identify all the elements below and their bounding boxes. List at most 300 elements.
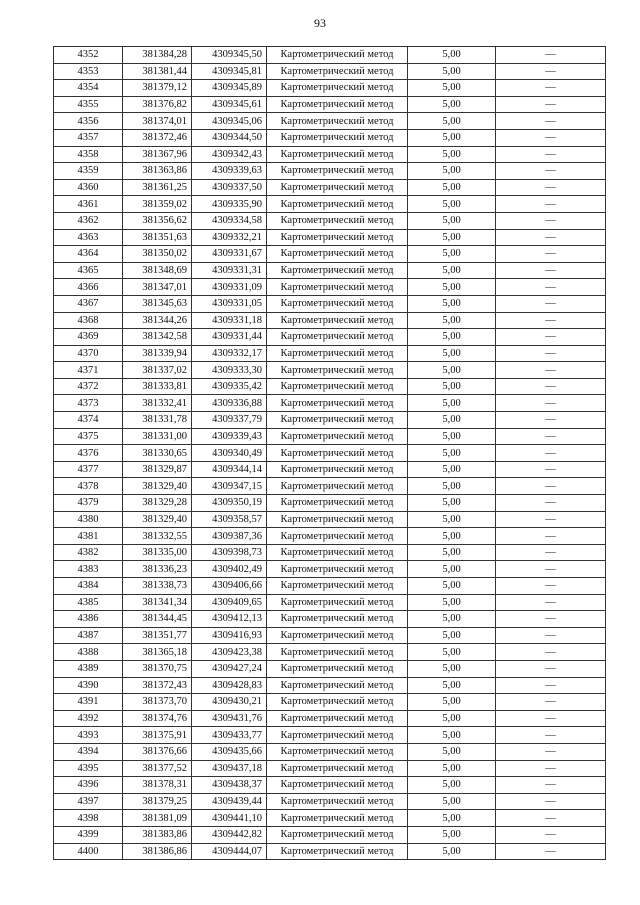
method-cell: Картометрический метод bbox=[267, 445, 408, 462]
x-coordinate-cell: 381344,45 bbox=[123, 611, 192, 628]
y-coordinate-cell: 4309332,21 bbox=[192, 229, 267, 246]
y-coordinate-cell: 4309423,38 bbox=[192, 644, 267, 661]
method-cell: Картометрический метод bbox=[267, 279, 408, 296]
description-cell: — bbox=[496, 312, 606, 329]
point-number-cell: 4386 bbox=[54, 611, 123, 628]
table-row bbox=[54, 710, 606, 727]
method-cell: Картометрический метод bbox=[267, 710, 408, 727]
point-number-cell: 4355 bbox=[54, 96, 123, 113]
y-coordinate-cell: 4309337,50 bbox=[192, 179, 267, 196]
description-cell: — bbox=[496, 47, 606, 64]
description-cell: — bbox=[496, 843, 606, 860]
x-coordinate-cell: 381344,26 bbox=[123, 312, 192, 329]
x-coordinate-cell: 381383,86 bbox=[123, 826, 192, 843]
y-coordinate-cell: 4309406,66 bbox=[192, 578, 267, 595]
accuracy-cell: 5,00 bbox=[408, 561, 496, 578]
y-coordinate-cell: 4309335,90 bbox=[192, 196, 267, 213]
method-cell: Картометрический метод bbox=[267, 694, 408, 711]
y-coordinate-cell: 4309331,31 bbox=[192, 262, 267, 279]
point-number-cell: 4363 bbox=[54, 229, 123, 246]
method-cell: Картометрический метод bbox=[267, 395, 408, 412]
table-row bbox=[54, 777, 606, 794]
accuracy-cell: 5,00 bbox=[408, 378, 496, 395]
y-coordinate-cell: 4309331,67 bbox=[192, 246, 267, 263]
y-coordinate-cell: 4309444,07 bbox=[192, 843, 267, 860]
point-number-cell: 4377 bbox=[54, 461, 123, 478]
description-cell: — bbox=[496, 345, 606, 362]
table-row bbox=[54, 113, 606, 130]
point-number-cell: 4380 bbox=[54, 511, 123, 528]
y-coordinate-cell: 4309441,10 bbox=[192, 810, 267, 827]
x-coordinate-cell: 381375,91 bbox=[123, 727, 192, 744]
point-number-cell: 4397 bbox=[54, 793, 123, 810]
point-number-cell: 4369 bbox=[54, 329, 123, 346]
point-number-cell: 4368 bbox=[54, 312, 123, 329]
description-cell: — bbox=[496, 262, 606, 279]
accuracy-cell: 5,00 bbox=[408, 743, 496, 760]
method-cell: Картометрический метод bbox=[267, 362, 408, 379]
point-number-cell: 4361 bbox=[54, 196, 123, 213]
table-row bbox=[54, 246, 606, 263]
y-coordinate-cell: 4309430,21 bbox=[192, 694, 267, 711]
method-cell: Картометрический метод bbox=[267, 777, 408, 794]
accuracy-cell: 5,00 bbox=[408, 777, 496, 794]
accuracy-cell: 5,00 bbox=[408, 295, 496, 312]
y-coordinate-cell: 4309402,49 bbox=[192, 561, 267, 578]
table-row bbox=[54, 511, 606, 528]
description-cell: — bbox=[496, 777, 606, 794]
x-coordinate-cell: 381336,23 bbox=[123, 561, 192, 578]
accuracy-cell: 5,00 bbox=[408, 246, 496, 263]
accuracy-cell: 5,00 bbox=[408, 544, 496, 561]
description-cell: — bbox=[496, 578, 606, 595]
accuracy-cell: 5,00 bbox=[408, 395, 496, 412]
y-coordinate-cell: 4309427,24 bbox=[192, 660, 267, 677]
description-cell: — bbox=[496, 80, 606, 97]
x-coordinate-cell: 381376,66 bbox=[123, 743, 192, 760]
x-coordinate-cell: 381330,65 bbox=[123, 445, 192, 462]
x-coordinate-cell: 381329,40 bbox=[123, 511, 192, 528]
x-coordinate-cell: 381379,25 bbox=[123, 793, 192, 810]
method-cell: Картометрический метод bbox=[267, 677, 408, 694]
point-number-cell: 4384 bbox=[54, 578, 123, 595]
description-cell: — bbox=[496, 677, 606, 694]
description-cell: — bbox=[496, 246, 606, 263]
table-row bbox=[54, 329, 606, 346]
description-cell: — bbox=[496, 378, 606, 395]
x-coordinate-cell: 381341,34 bbox=[123, 594, 192, 611]
x-coordinate-cell: 381331,00 bbox=[123, 428, 192, 445]
coordinates-table bbox=[53, 46, 606, 860]
description-cell: — bbox=[496, 395, 606, 412]
description-cell: — bbox=[496, 229, 606, 246]
description-cell: — bbox=[496, 163, 606, 180]
table-row bbox=[54, 478, 606, 495]
accuracy-cell: 5,00 bbox=[408, 760, 496, 777]
description-cell: — bbox=[496, 810, 606, 827]
table-row bbox=[54, 312, 606, 329]
y-coordinate-cell: 4309334,58 bbox=[192, 212, 267, 229]
point-number-cell: 4376 bbox=[54, 445, 123, 462]
description-cell: — bbox=[496, 660, 606, 677]
accuracy-cell: 5,00 bbox=[408, 627, 496, 644]
x-coordinate-cell: 381329,28 bbox=[123, 495, 192, 512]
point-number-cell: 4388 bbox=[54, 644, 123, 661]
y-coordinate-cell: 4309336,88 bbox=[192, 395, 267, 412]
method-cell: Картометрический метод bbox=[267, 96, 408, 113]
table-row bbox=[54, 179, 606, 196]
y-coordinate-cell: 4309342,43 bbox=[192, 146, 267, 163]
point-number-cell: 4396 bbox=[54, 777, 123, 794]
method-cell: Картометрический метод bbox=[267, 47, 408, 64]
x-coordinate-cell: 381359,02 bbox=[123, 196, 192, 213]
method-cell: Картометрический метод bbox=[267, 627, 408, 644]
table-row bbox=[54, 362, 606, 379]
description-cell: — bbox=[496, 96, 606, 113]
accuracy-cell: 5,00 bbox=[408, 212, 496, 229]
accuracy-cell: 5,00 bbox=[408, 727, 496, 744]
method-cell: Картометрический метод bbox=[267, 644, 408, 661]
description-cell: — bbox=[496, 694, 606, 711]
point-number-cell: 4381 bbox=[54, 528, 123, 545]
description-cell: — bbox=[496, 511, 606, 528]
accuracy-cell: 5,00 bbox=[408, 428, 496, 445]
description-cell: — bbox=[496, 611, 606, 628]
description-cell: — bbox=[496, 445, 606, 462]
table-row bbox=[54, 743, 606, 760]
table-row bbox=[54, 63, 606, 80]
method-cell: Картометрический метод bbox=[267, 295, 408, 312]
y-coordinate-cell: 4309345,61 bbox=[192, 96, 267, 113]
point-number-cell: 4393 bbox=[54, 727, 123, 744]
point-number-cell: 4391 bbox=[54, 694, 123, 711]
description-cell: — bbox=[496, 826, 606, 843]
x-coordinate-cell: 381386,86 bbox=[123, 843, 192, 860]
y-coordinate-cell: 4309428,83 bbox=[192, 677, 267, 694]
table-row bbox=[54, 627, 606, 644]
description-cell: — bbox=[496, 113, 606, 130]
method-cell: Картометрический метод bbox=[267, 229, 408, 246]
method-cell: Картометрический метод bbox=[267, 528, 408, 545]
x-coordinate-cell: 381331,78 bbox=[123, 412, 192, 429]
y-coordinate-cell: 4309331,05 bbox=[192, 295, 267, 312]
table-row bbox=[54, 660, 606, 677]
y-coordinate-cell: 4309333,30 bbox=[192, 362, 267, 379]
point-number-cell: 4365 bbox=[54, 262, 123, 279]
accuracy-cell: 5,00 bbox=[408, 312, 496, 329]
point-number-cell: 4358 bbox=[54, 146, 123, 163]
accuracy-cell: 5,00 bbox=[408, 129, 496, 146]
x-coordinate-cell: 381374,01 bbox=[123, 113, 192, 130]
description-cell: — bbox=[496, 329, 606, 346]
point-number-cell: 4352 bbox=[54, 47, 123, 64]
accuracy-cell: 5,00 bbox=[408, 793, 496, 810]
x-coordinate-cell: 381381,44 bbox=[123, 63, 192, 80]
y-coordinate-cell: 4309439,44 bbox=[192, 793, 267, 810]
x-coordinate-cell: 381332,41 bbox=[123, 395, 192, 412]
x-coordinate-cell: 381337,02 bbox=[123, 362, 192, 379]
x-coordinate-cell: 381342,58 bbox=[123, 329, 192, 346]
table-body bbox=[54, 47, 606, 860]
y-coordinate-cell: 4309350,19 bbox=[192, 495, 267, 512]
table-row bbox=[54, 295, 606, 312]
y-coordinate-cell: 4309438,37 bbox=[192, 777, 267, 794]
table-row bbox=[54, 428, 606, 445]
y-coordinate-cell: 4309332,17 bbox=[192, 345, 267, 362]
x-coordinate-cell: 381372,43 bbox=[123, 677, 192, 694]
table-row bbox=[54, 544, 606, 561]
y-coordinate-cell: 4309344,50 bbox=[192, 129, 267, 146]
accuracy-cell: 5,00 bbox=[408, 445, 496, 462]
accuracy-cell: 5,00 bbox=[408, 644, 496, 661]
accuracy-cell: 5,00 bbox=[408, 96, 496, 113]
x-coordinate-cell: 381338,73 bbox=[123, 578, 192, 595]
description-cell: — bbox=[496, 594, 606, 611]
x-coordinate-cell: 381378,31 bbox=[123, 777, 192, 794]
description-cell: — bbox=[496, 710, 606, 727]
table-row bbox=[54, 212, 606, 229]
x-coordinate-cell: 381329,87 bbox=[123, 461, 192, 478]
y-coordinate-cell: 4309345,89 bbox=[192, 80, 267, 97]
x-coordinate-cell: 381351,63 bbox=[123, 229, 192, 246]
table-row bbox=[54, 163, 606, 180]
table-row bbox=[54, 412, 606, 429]
point-number-cell: 4399 bbox=[54, 826, 123, 843]
y-coordinate-cell: 4309344,14 bbox=[192, 461, 267, 478]
y-coordinate-cell: 4309345,50 bbox=[192, 47, 267, 64]
point-number-cell: 4374 bbox=[54, 412, 123, 429]
y-coordinate-cell: 4309387,36 bbox=[192, 528, 267, 545]
accuracy-cell: 5,00 bbox=[408, 810, 496, 827]
method-cell: Картометрический метод bbox=[267, 793, 408, 810]
method-cell: Картометрический метод bbox=[267, 378, 408, 395]
y-coordinate-cell: 4309358,57 bbox=[192, 511, 267, 528]
point-number-cell: 4389 bbox=[54, 660, 123, 677]
method-cell: Картометрический метод bbox=[267, 743, 408, 760]
x-coordinate-cell: 381376,82 bbox=[123, 96, 192, 113]
point-number-cell: 4354 bbox=[54, 80, 123, 97]
method-cell: Картометрический метод bbox=[267, 826, 408, 843]
table-row bbox=[54, 793, 606, 810]
x-coordinate-cell: 381384,28 bbox=[123, 47, 192, 64]
y-coordinate-cell: 4309339,43 bbox=[192, 428, 267, 445]
point-number-cell: 4356 bbox=[54, 113, 123, 130]
accuracy-cell: 5,00 bbox=[408, 528, 496, 545]
method-cell: Картометрический метод bbox=[267, 412, 408, 429]
point-number-cell: 4370 bbox=[54, 345, 123, 362]
point-number-cell: 4394 bbox=[54, 743, 123, 760]
description-cell: — bbox=[496, 544, 606, 561]
x-coordinate-cell: 381379,12 bbox=[123, 80, 192, 97]
x-coordinate-cell: 381351,77 bbox=[123, 627, 192, 644]
y-coordinate-cell: 4309433,77 bbox=[192, 727, 267, 744]
accuracy-cell: 5,00 bbox=[408, 578, 496, 595]
point-number-cell: 4362 bbox=[54, 212, 123, 229]
page-number: 93 bbox=[314, 16, 326, 30]
method-cell: Картометрический метод bbox=[267, 129, 408, 146]
table-row bbox=[54, 495, 606, 512]
method-cell: Картометрический метод bbox=[267, 810, 408, 827]
description-cell: — bbox=[496, 196, 606, 213]
x-coordinate-cell: 381350,02 bbox=[123, 246, 192, 263]
point-number-cell: 4383 bbox=[54, 561, 123, 578]
accuracy-cell: 5,00 bbox=[408, 511, 496, 528]
table-row bbox=[54, 694, 606, 711]
x-coordinate-cell: 381381,09 bbox=[123, 810, 192, 827]
description-cell: — bbox=[496, 362, 606, 379]
x-coordinate-cell: 381339,94 bbox=[123, 345, 192, 362]
x-coordinate-cell: 381345,63 bbox=[123, 295, 192, 312]
accuracy-cell: 5,00 bbox=[408, 677, 496, 694]
point-number-cell: 4367 bbox=[54, 295, 123, 312]
accuracy-cell: 5,00 bbox=[408, 229, 496, 246]
y-coordinate-cell: 4309345,81 bbox=[192, 63, 267, 80]
description-cell: — bbox=[496, 295, 606, 312]
table-row bbox=[54, 561, 606, 578]
x-coordinate-cell: 381365,18 bbox=[123, 644, 192, 661]
table-row bbox=[54, 528, 606, 545]
method-cell: Картометрический метод bbox=[267, 843, 408, 860]
table-row bbox=[54, 727, 606, 744]
table-row bbox=[54, 146, 606, 163]
description-cell: — bbox=[496, 212, 606, 229]
method-cell: Картометрический метод bbox=[267, 495, 408, 512]
accuracy-cell: 5,00 bbox=[408, 163, 496, 180]
y-coordinate-cell: 4309340,49 bbox=[192, 445, 267, 462]
accuracy-cell: 5,00 bbox=[408, 196, 496, 213]
accuracy-cell: 5,00 bbox=[408, 329, 496, 346]
method-cell: Картометрический метод bbox=[267, 578, 408, 595]
x-coordinate-cell: 381348,69 bbox=[123, 262, 192, 279]
method-cell: Картометрический метод bbox=[267, 511, 408, 528]
method-cell: Картометрический метод bbox=[267, 329, 408, 346]
method-cell: Картометрический метод bbox=[267, 163, 408, 180]
method-cell: Картометрический метод bbox=[267, 212, 408, 229]
method-cell: Картометрический метод bbox=[267, 345, 408, 362]
description-cell: — bbox=[496, 561, 606, 578]
method-cell: Картометрический метод bbox=[267, 594, 408, 611]
accuracy-cell: 5,00 bbox=[408, 412, 496, 429]
method-cell: Картометрический метод bbox=[267, 246, 408, 263]
y-coordinate-cell: 4309409,65 bbox=[192, 594, 267, 611]
y-coordinate-cell: 4309442,82 bbox=[192, 826, 267, 843]
point-number-cell: 4364 bbox=[54, 246, 123, 263]
accuracy-cell: 5,00 bbox=[408, 345, 496, 362]
accuracy-cell: 5,00 bbox=[408, 660, 496, 677]
table-row bbox=[54, 445, 606, 462]
x-coordinate-cell: 381367,96 bbox=[123, 146, 192, 163]
point-number-cell: 4392 bbox=[54, 710, 123, 727]
table-row bbox=[54, 644, 606, 661]
table-row bbox=[54, 345, 606, 362]
description-cell: — bbox=[496, 760, 606, 777]
x-coordinate-cell: 381372,46 bbox=[123, 129, 192, 146]
point-number-cell: 4398 bbox=[54, 810, 123, 827]
accuracy-cell: 5,00 bbox=[408, 80, 496, 97]
method-cell: Картометрический метод bbox=[267, 544, 408, 561]
point-number-cell: 4385 bbox=[54, 594, 123, 611]
point-number-cell: 4382 bbox=[54, 544, 123, 561]
accuracy-cell: 5,00 bbox=[408, 179, 496, 196]
description-cell: — bbox=[496, 793, 606, 810]
accuracy-cell: 5,00 bbox=[408, 843, 496, 860]
description-cell: — bbox=[496, 412, 606, 429]
y-coordinate-cell: 4309337,79 bbox=[192, 412, 267, 429]
accuracy-cell: 5,00 bbox=[408, 47, 496, 64]
x-coordinate-cell: 381347,01 bbox=[123, 279, 192, 296]
x-coordinate-cell: 381370,75 bbox=[123, 660, 192, 677]
table-row bbox=[54, 461, 606, 478]
x-coordinate-cell: 381332,55 bbox=[123, 528, 192, 545]
accuracy-cell: 5,00 bbox=[408, 362, 496, 379]
table-row bbox=[54, 279, 606, 296]
description-cell: — bbox=[496, 129, 606, 146]
accuracy-cell: 5,00 bbox=[408, 710, 496, 727]
table-row bbox=[54, 229, 606, 246]
y-coordinate-cell: 4309331,44 bbox=[192, 329, 267, 346]
point-number-cell: 4353 bbox=[54, 63, 123, 80]
point-number-cell: 4378 bbox=[54, 478, 123, 495]
y-coordinate-cell: 4309431,76 bbox=[192, 710, 267, 727]
y-coordinate-cell: 4309331,18 bbox=[192, 312, 267, 329]
x-coordinate-cell: 381361,25 bbox=[123, 179, 192, 196]
accuracy-cell: 5,00 bbox=[408, 146, 496, 163]
description-cell: — bbox=[496, 63, 606, 80]
point-number-cell: 4371 bbox=[54, 362, 123, 379]
description-cell: — bbox=[496, 743, 606, 760]
table-row bbox=[54, 578, 606, 595]
table-row bbox=[54, 196, 606, 213]
method-cell: Картометрический метод bbox=[267, 428, 408, 445]
x-coordinate-cell: 381333,81 bbox=[123, 378, 192, 395]
table-row bbox=[54, 80, 606, 97]
table-row bbox=[54, 378, 606, 395]
y-coordinate-cell: 4309345,06 bbox=[192, 113, 267, 130]
accuracy-cell: 5,00 bbox=[408, 461, 496, 478]
point-number-cell: 4372 bbox=[54, 378, 123, 395]
point-number-cell: 4395 bbox=[54, 760, 123, 777]
method-cell: Картометрический метод bbox=[267, 146, 408, 163]
x-coordinate-cell: 381356,62 bbox=[123, 212, 192, 229]
description-cell: — bbox=[496, 428, 606, 445]
method-cell: Картометрический метод bbox=[267, 262, 408, 279]
accuracy-cell: 5,00 bbox=[408, 611, 496, 628]
table-row bbox=[54, 47, 606, 64]
method-cell: Картометрический метод bbox=[267, 660, 408, 677]
table-row bbox=[54, 677, 606, 694]
method-cell: Картометрический метод bbox=[267, 461, 408, 478]
description-cell: — bbox=[496, 461, 606, 478]
description-cell: — bbox=[496, 478, 606, 495]
x-coordinate-cell: 381335,00 bbox=[123, 544, 192, 561]
accuracy-cell: 5,00 bbox=[408, 694, 496, 711]
table-row bbox=[54, 96, 606, 113]
method-cell: Картометрический метод bbox=[267, 760, 408, 777]
table-row bbox=[54, 395, 606, 412]
table-row bbox=[54, 129, 606, 146]
method-cell: Картометрический метод bbox=[267, 113, 408, 130]
y-coordinate-cell: 4309412,13 bbox=[192, 611, 267, 628]
y-coordinate-cell: 4309398,73 bbox=[192, 544, 267, 561]
table-row bbox=[54, 760, 606, 777]
description-cell: — bbox=[496, 627, 606, 644]
description-cell: — bbox=[496, 495, 606, 512]
accuracy-cell: 5,00 bbox=[408, 262, 496, 279]
point-number-cell: 4375 bbox=[54, 428, 123, 445]
table-row bbox=[54, 262, 606, 279]
accuracy-cell: 5,00 bbox=[408, 594, 496, 611]
y-coordinate-cell: 4309416,93 bbox=[192, 627, 267, 644]
